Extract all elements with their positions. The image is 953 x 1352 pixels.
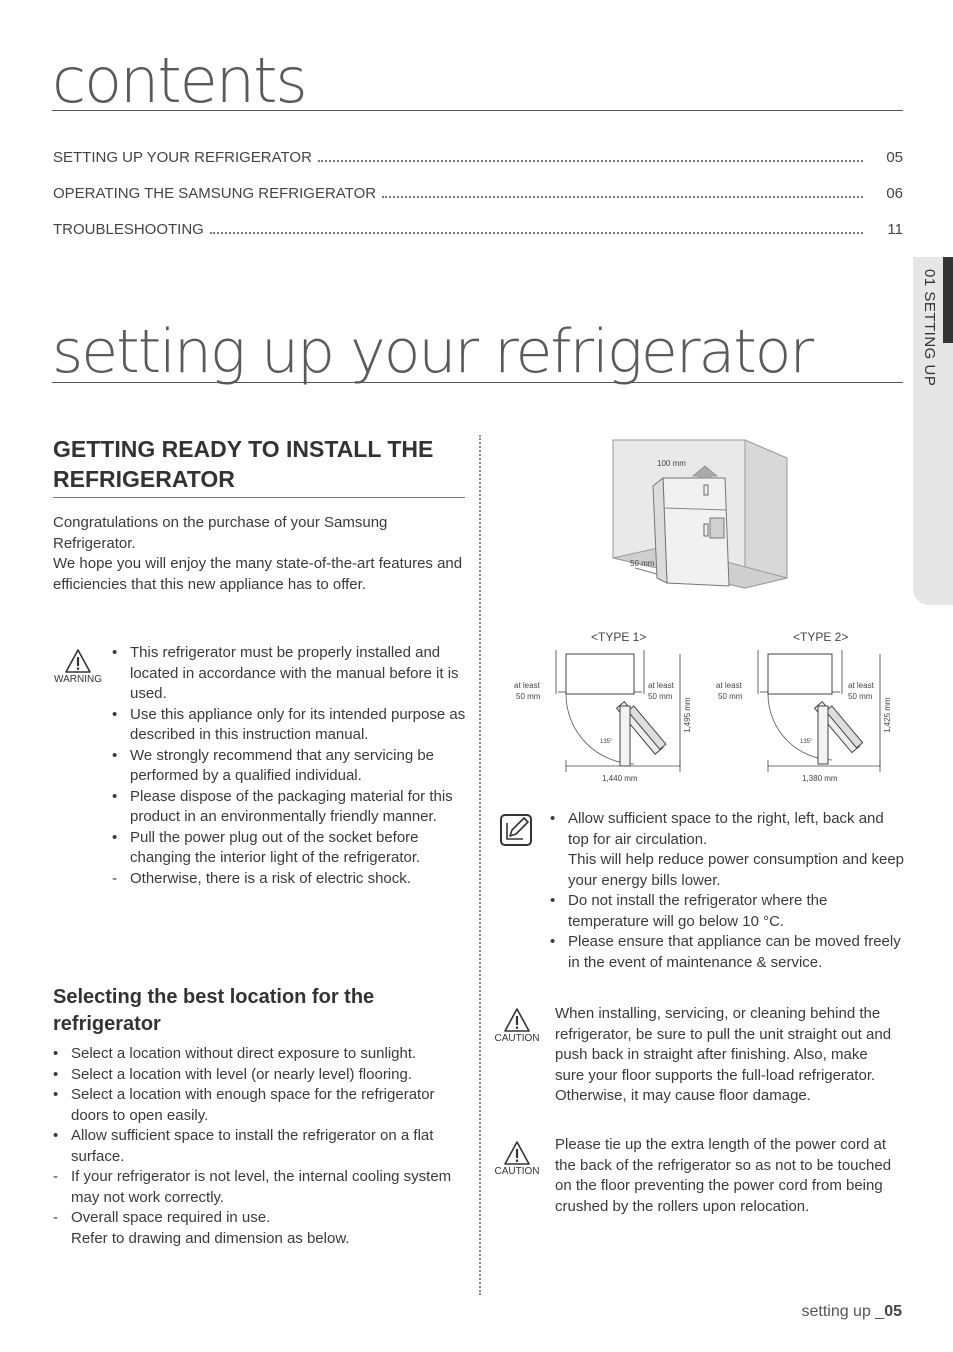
type2-diagram bbox=[712, 648, 902, 788]
type2-angle-label: 135° bbox=[800, 739, 813, 745]
toc-leader bbox=[382, 196, 863, 198]
list-item-text: Do not install the refrigerator where the temperature will go below 10 °C. bbox=[568, 892, 828, 930]
type1-left-label-1: at least bbox=[514, 681, 540, 690]
caution-label-1: CAUTION bbox=[494, 1033, 540, 1044]
chapter-tab-label: 01 SETTING UP bbox=[921, 269, 938, 387]
toc-row-setting-up[interactable] bbox=[53, 146, 903, 166]
list-item-text: Please dispose of the packaging material for this product in an environmentally friendly manner. bbox=[130, 787, 453, 825]
location-list bbox=[53, 1044, 468, 1249]
toc-label: SETTING UP YOUR REFRIGERATOR bbox=[53, 149, 312, 166]
caution-label-2: CAUTION bbox=[494, 1166, 540, 1177]
list-item-text: We strongly recommend that any servicing be performed by a qualified individual. bbox=[130, 746, 435, 784]
dash-marker: - bbox=[112, 869, 117, 887]
list-item-text: Please ensure that appliance can be moved freely in the event of maintenance & service. bbox=[568, 933, 901, 971]
contents-title: contents bbox=[52, 44, 306, 117]
type1-right-label-1: at least bbox=[648, 681, 674, 690]
page-footer bbox=[801, 1303, 902, 1321]
toc-leader bbox=[318, 160, 863, 162]
bullet-marker: • bbox=[112, 705, 118, 723]
list-item-text: If your refrigerator is not level, the internal cooling system may not work correctly. bbox=[71, 1168, 452, 1206]
dash-marker: - bbox=[53, 1168, 58, 1185]
type2-width-label: 1,380 mm bbox=[802, 774, 838, 783]
top-clearance-label: 100 mm bbox=[657, 459, 686, 468]
chapter-side-tab bbox=[913, 257, 953, 605]
type2-right-label-2: 50 mm bbox=[848, 692, 873, 701]
list-item bbox=[550, 891, 905, 932]
bullet-marker: • bbox=[53, 1045, 59, 1062]
bullet-marker: • bbox=[112, 828, 118, 846]
list-item bbox=[112, 787, 467, 828]
note-list bbox=[550, 809, 905, 973]
list-item bbox=[53, 1126, 468, 1167]
type1-angle-label: 135° bbox=[600, 739, 613, 745]
intro-line-2: We hope you will enjoy the many state-of-the-art features and efficiencies that this new appliance has to offer. bbox=[53, 555, 463, 593]
bullet-marker: • bbox=[550, 892, 556, 909]
list-item bbox=[112, 828, 467, 869]
toc-row-operating[interactable] bbox=[53, 182, 903, 202]
note-list-wrap bbox=[550, 809, 905, 973]
side-clearance-label: 50 mm bbox=[630, 559, 655, 568]
toc-label: OPERATING THE SAMSUNG REFRIGERATOR bbox=[53, 185, 377, 202]
getting-ready-heading: GETTING READY TO INSTALL THE REFRIGERATOR bbox=[53, 436, 434, 492]
warning-badge bbox=[50, 648, 106, 685]
caution-1-extra: Otherwise, it may cause floor damage. bbox=[555, 1087, 811, 1104]
type1-left-label-2: 50 mm bbox=[516, 692, 541, 701]
toc-row-troubleshooting[interactable] bbox=[53, 218, 903, 238]
type1-right-label-2: 50 mm bbox=[648, 692, 673, 701]
caution-badge-2 bbox=[489, 1140, 545, 1177]
bullet-marker: • bbox=[112, 746, 118, 764]
list-item bbox=[53, 1085, 468, 1126]
bullet-marker: • bbox=[112, 787, 118, 805]
caution-triangle-icon bbox=[503, 1140, 531, 1166]
footer-page-number: 05 bbox=[884, 1303, 902, 1320]
list-item bbox=[112, 869, 467, 890]
bullet-marker: • bbox=[550, 810, 556, 827]
warning-list bbox=[112, 643, 467, 889]
contents-rule bbox=[52, 110, 903, 111]
warning-list-wrap bbox=[112, 643, 467, 889]
type2-label: <TYPE 2> bbox=[793, 630, 849, 644]
toc-page: 06 bbox=[886, 185, 903, 202]
bullet-marker: • bbox=[112, 644, 118, 661]
caution-text-1 bbox=[555, 1004, 900, 1107]
type2-left-label-2: 50 mm bbox=[718, 692, 743, 701]
toc-label: TROUBLESHOOTING bbox=[53, 221, 204, 238]
type1-diagram bbox=[510, 648, 700, 788]
list-item-text: Allow sufficient space to install the refrigerator on a flat surface. bbox=[71, 1127, 434, 1165]
list-item-text: Select a location with level (or nearly level) flooring. bbox=[71, 1065, 412, 1083]
list-item bbox=[112, 643, 467, 705]
list-item bbox=[550, 809, 905, 891]
list-item bbox=[112, 746, 467, 787]
dash-marker: - bbox=[53, 1209, 58, 1226]
location-heading: Selecting the best location for the refrigerator bbox=[53, 986, 375, 1035]
list-item bbox=[112, 705, 467, 746]
type1-width-label: 1,440 mm bbox=[602, 774, 638, 783]
footer-section: setting up _ bbox=[801, 1303, 885, 1320]
list-item-text: Select a location with enough space for the refrigerator doors to open easily. bbox=[71, 1086, 435, 1124]
list-item-text: Overall space required in use. bbox=[71, 1209, 271, 1226]
type2-height-label: 1,425 mm bbox=[883, 697, 892, 733]
list-item-extra: Refer to drawing and dimension as below. bbox=[71, 1229, 350, 1247]
list-item bbox=[53, 1167, 468, 1208]
section-rule bbox=[52, 382, 903, 383]
list-item-text: Pull the power plug out of the socket before changing the interior light of the refrigerator. bbox=[130, 828, 421, 866]
list-item-text: Otherwise, there is a risk of electric shock. bbox=[130, 869, 411, 887]
warning-label: WARNING bbox=[54, 674, 102, 685]
list-item bbox=[53, 1044, 468, 1065]
bullet-marker: • bbox=[550, 933, 556, 950]
type1-label: <TYPE 1> bbox=[591, 630, 647, 644]
toc-leader bbox=[210, 232, 863, 234]
getting-ready-rule bbox=[53, 497, 465, 498]
list-item bbox=[550, 932, 905, 973]
type2-left-label-1: at least bbox=[716, 681, 742, 690]
caution-1-main: When installing, servicing, or cleaning behind the refrigerator, be sure to pull the unit straight out and push back in straight after finishing. Also, make sure your floor supports the full-load refrigerator. bbox=[555, 1005, 892, 1084]
list-item bbox=[53, 1208, 468, 1249]
note-pencil-icon bbox=[499, 813, 533, 847]
list-item-text: Select a location without direct exposure to sunlight. bbox=[71, 1045, 417, 1062]
list-item-text: Use this appliance only for its intended purpose as described in this instruction manual. bbox=[130, 705, 466, 743]
warning-triangle-icon bbox=[64, 648, 92, 674]
list-item-text: This refrigerator must be properly installed and located in accordance with the manual before it is used. bbox=[130, 644, 459, 702]
bullet-marker: • bbox=[53, 1127, 59, 1144]
caution-badge-1 bbox=[489, 1007, 545, 1044]
caution-text-2: Please tie up the extra length of the power cord at the back of the refrigerator so as not to be touched on the floor preventing the power cord from being crushed by the rollers upon relocation. bbox=[555, 1136, 892, 1215]
list-item-text: Allow sufficient space to the right, left, back and top for air circulation. bbox=[568, 810, 884, 848]
type1-height-label: 1,495 mm bbox=[683, 697, 692, 733]
intro-text bbox=[53, 513, 463, 595]
toc-page: 05 bbox=[886, 149, 903, 166]
list-item bbox=[53, 1065, 468, 1086]
toc-page: 11 bbox=[887, 221, 903, 238]
chapter-tab-marker bbox=[943, 257, 953, 343]
column-divider bbox=[479, 435, 481, 1295]
type2-right-label-1: at least bbox=[848, 681, 874, 690]
bullet-marker: • bbox=[53, 1065, 59, 1083]
section-title: setting up your refrigerator bbox=[52, 317, 813, 387]
intro-line-1: Congratulations on the purchase of your Samsung Refrigerator. bbox=[53, 514, 388, 552]
list-item-extra: This will help reduce power consumption and keep your energy bills lower. bbox=[568, 851, 905, 889]
location-list-wrap bbox=[53, 1044, 468, 1249]
room-illustration bbox=[605, 438, 795, 598]
caution-triangle-icon bbox=[503, 1007, 531, 1033]
bullet-marker: • bbox=[53, 1086, 59, 1103]
